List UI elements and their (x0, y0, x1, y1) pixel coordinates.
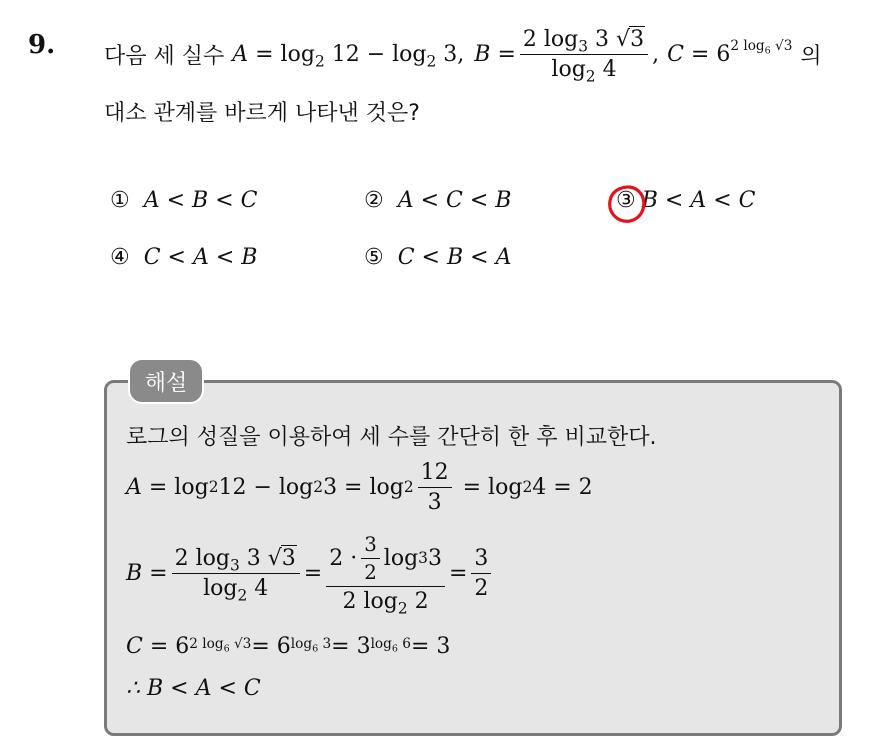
solution-badge: 해설 (128, 358, 204, 404)
expr-c: $C = 6^{2 log_6 √3}$ (667, 38, 793, 67)
choice-4[interactable] (110, 245, 257, 270)
question-number: 9. (28, 30, 56, 60)
expr-a: $A = \log_2 12 - \log_2 3$, (232, 41, 465, 70)
choice-1[interactable] (110, 188, 257, 213)
choice-number: ① (110, 188, 130, 213)
choice-number: ④ (110, 245, 130, 270)
solution-conclusion: ∴ B < A < C (126, 676, 261, 701)
choice-number: ② (364, 188, 384, 213)
fraction-b-simplified: 2 · $\frac{3}{2}$ log 3 3 2 $\log_2 2$ (326, 533, 445, 614)
choice-number: ③ (616, 188, 636, 213)
fraction-3-over-2: $\frac{3}{2}$ (471, 546, 491, 601)
question-intro: 다음 세 실수 (104, 43, 225, 69)
choice-text: C < A < B (143, 245, 258, 270)
question-suffix: 의 (800, 43, 822, 69)
expr-b: B = $\frac{2 \log_3 3 √3}{\log_2 4}$ , (474, 26, 660, 85)
fraction-b-original: $\frac{2 \log_3 3 √3}{\log_2 4}$ (172, 546, 300, 601)
fraction-12-over-3: $\frac{12}{3}$ (418, 460, 452, 515)
choice-text: B < A < C (641, 188, 756, 213)
choice-text: A < C < B (397, 188, 512, 213)
solution-line-b: B = $\frac{2 \log_3 3 √3}{\log_2 4}$ = 2 · $\frac{3}{2}$ log 3 3 2 $\log_2 2$ = $\frac{3}{2}$ (126, 528, 495, 618)
choice-5[interactable] (364, 245, 511, 270)
question-line-1 (104, 14, 822, 94)
solution-intro: 로그의 성질을 이용하여 세 수를 간단히 한 후 비교한다. (126, 425, 657, 450)
choice-text: A < B < C (143, 188, 258, 213)
question-line-2: 대소 관계를 바르게 나타낸 것은? (104, 101, 420, 126)
answer-circle-mark (606, 183, 648, 225)
solution-line-c: C = 6 2 $\log_6 √3$ = 6 $\log_6 3$ = 3 $\log_6 6$ = 3 (126, 634, 451, 659)
choice-2[interactable] (364, 188, 511, 213)
choice-number: ⑤ (364, 245, 384, 270)
solution-line-a: A = log 2 12 − log 2 3 = log 2 $\frac{12}{3}$ = log 2 4 = 2 (126, 459, 593, 515)
expr-b-fraction: $\frac{2 \log_3 3 √3}{\log_2 4}$ (520, 27, 648, 82)
choice-text: C < B < A (397, 245, 512, 270)
